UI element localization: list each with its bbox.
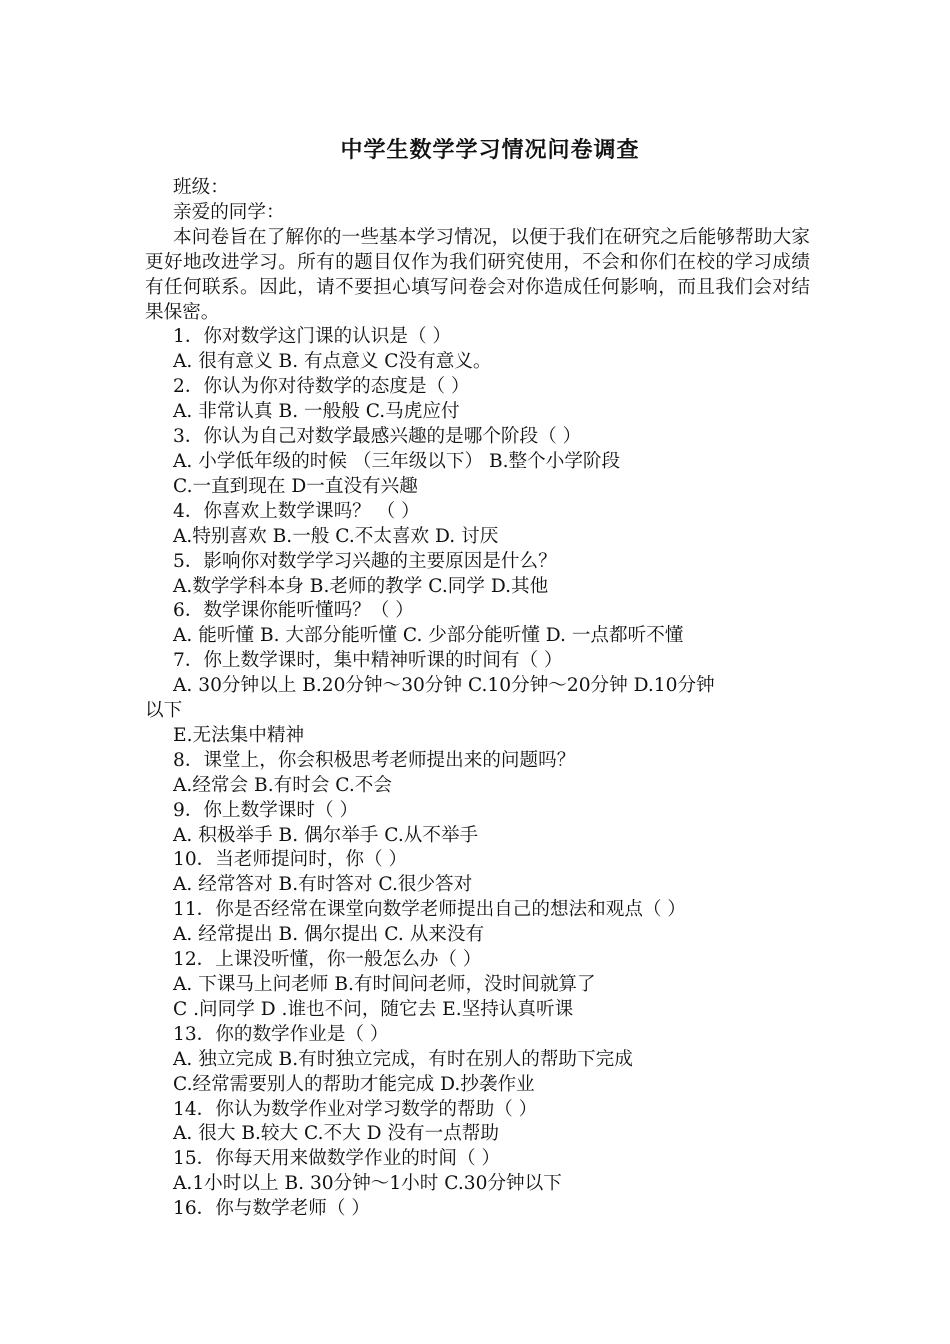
question-12-options: A. 下课马上问老师 B.有时间问老师，没时间就算了 [173, 974, 596, 995]
question-10-options: A. 经常答对 B.有时答对 C.很少答对 [173, 874, 473, 896]
question-14-options: A. 很大 B.较大 C.不大 D 没有一点帮助 [173, 1123, 499, 1145]
document-title: 中学生数学学习情况问卷调查 [340, 137, 640, 163]
question-6: 6．数学课你能听懂吗？（ ） [173, 600, 414, 622]
question-3: 3．你认为自己对数学最感兴趣的是哪个阶段（ ） [173, 426, 582, 448]
question-15: 15．你每天用来做数学作业的时间（ ） [173, 1148, 501, 1170]
question-7-options: A. 30分钟以上 B.20分钟～30分钟 C.10分钟～20分钟 D.10分钟 [173, 675, 715, 697]
question-2-options: A. 非常认真 B. 一般般 C.马虎应付 [173, 401, 460, 423]
question-11-options: A. 经常提出 B. 偶尔提出 C. 从来没有 [173, 924, 485, 946]
question-7-options-cont: E.无法集中精神 [173, 724, 305, 746]
question-13-options-cont: C.经常需要别人的帮助才能完成 D.抄袭作业 [173, 1073, 535, 1095]
question-7: 7．你上数学课时，集中精神听课的时间有（ ） [173, 650, 563, 672]
question-9: 9．你上数学课时（ ） [173, 799, 359, 821]
question-6-options: A. 能听懂 B. 大部分能听懂 C. 少部分能听懂 D. 一点都听不懂 [173, 625, 684, 647]
question-10: 10．当老师提问时，你（ ） [173, 849, 408, 871]
question-3-options: A. 小学低年级的时候 （三年级以下） B.整个小学阶段 [173, 450, 621, 472]
question-15-options: A.1小时以上 B. 30分钟～1小时 C.30分钟以下 [173, 1173, 562, 1195]
question-13-options: A. 独立完成 B.有时独立完成，有时在别人的帮助下完成 [173, 1048, 633, 1070]
question-12: 12．上课没听懂，你一般怎么办（ ） [173, 949, 482, 971]
question-4: 4．你喜欢上数学课吗？ （ ） [173, 500, 420, 522]
question-4-options: A.特别喜欢 B.一般 C.不太喜欢 D. 讨厌 [173, 525, 499, 547]
question-3-options-cont: C.一直到现在 D一直没有兴趣 [173, 475, 418, 497]
question-12-options-cont: C .问同学 D .谁也不问，随它去 E.坚持认真听课 [173, 998, 574, 1020]
class-label: 班级： [173, 177, 229, 198]
question-7-options-wrap: 以下 [145, 700, 183, 722]
question-5-options: A.数学学科本身 B.老师的教学 C.同学 D.其他 [173, 575, 549, 597]
question-11: 11．你是否经常在课堂向数学老师提出自己的想法和观点（ ） [173, 899, 687, 921]
question-16: 16．你与数学老师（ ） [173, 1198, 370, 1220]
question-2: 2．你认为你对待数学的态度是（ ） [173, 376, 470, 398]
question-8-options: A.经常会 B.有时会 C.不会 [173, 774, 392, 796]
question-9-options: A. 积极举手 B. 偶尔举手 C.从不举手 [173, 824, 479, 846]
question-14: 14．你认为数学作业对学习数学的帮助（ ） [173, 1098, 538, 1120]
greeting: 亲爱的同学： [173, 201, 285, 223]
intro-paragraph: 本问卷旨在了解你的一些基本学习情况，以便于我们在研究之后能够帮助大家更好地改进学习。所有的题目仅作为我们研究使用，不会和你们在校的学习成绩有任何联系。因此，请不要担心填写问卷会对你造成任何影响，而且我们会对结果保密。 [145, 226, 810, 323]
question-8: 8．课堂上，你会积极思考老师提出来的问题吗？ [173, 749, 576, 771]
question-5: 5．影响你对数学学习兴趣的主要原因是什么？ [173, 550, 557, 572]
question-1: 1．你对数学这门课的认识是（ ） [173, 326, 452, 348]
questionnaire-body [145, 176, 810, 1222]
question-13: 13．你的数学作业是（ ） [173, 1023, 389, 1045]
question-1-options: A. 很有意义 B. 有点意义 C没有意义。 [173, 351, 492, 373]
